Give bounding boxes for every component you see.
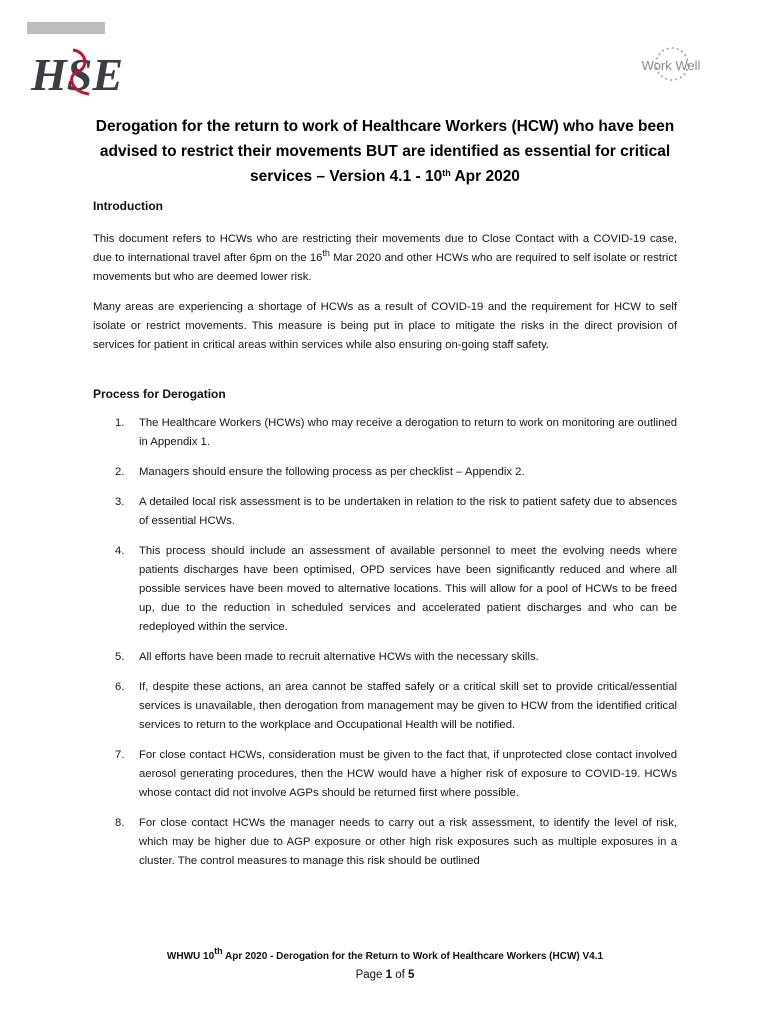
list-item: 1. The Healthcare Workers (HCWs) who may receive a derogation to return to work on monitoring are outlined in Appendix 1. (115, 417, 677, 448)
page-number: Page 1 of 5 (355, 969, 415, 981)
introduction-paragraph-2: Many areas are experiencing a shortage of HCWs as a result of COVID-19 and the requirement for HCW to self isolate or restrict movements. This measure is being put in place to mitigate the risks in the direct provision of services for patient in critical areas within services while also ensuring on-going staff safety. (93, 301, 677, 351)
hse-logo-bar (27, 22, 105, 34)
list-item: 3. A detailed local risk assessment is to be undertaken in relation to the risk to patient safety due to absences of essential HCWs. (115, 496, 677, 527)
process-list (93, 414, 677, 882)
workwell-logo (632, 44, 710, 88)
document-title: Derogation for the return to work of Healthcare Workers (HCW) who have been advised to restrict their movements BUT are identified as essential for critical services – Version 4.1 - 10th Apr 2020 (95, 118, 675, 185)
hse-logo (27, 38, 124, 104)
footer-title: WHWU 10th Apr 2020 - Derogation for the Return to Work of Healthcare Workers (HCW) V4.1 (166, 946, 604, 962)
list-item: 8. For close contact HCWs the manager needs to carry out a risk assessment, to identify the level of risk, which may be higher due to AGP exposure or other high risk exposures such as multiple exposures in a cluster. The control measures to manage this risk should be outlined (115, 817, 677, 867)
introduction-heading: Introduction (93, 199, 163, 213)
workwell-logo-text: Work Well (641, 58, 701, 73)
introduction-paragraph-1: This document refers to HCWs who are restricting their movements due to Close Contact with a COVID-19 case, due to international travel after 6pm on the 16th Mar 2020 and other HCWs who are required to self isolate or restrict movements but who are deemed lower risk. (93, 233, 677, 283)
list-item: 6. If, despite these actions, an area cannot be staffed safely or a critical skill set to provide critical/essential services is unavailable, then derogation from management may be given to HCW from the identified critical services to return to the workplace and Occupational Health will be notified. (115, 681, 677, 731)
process-heading: Process for Derogation (93, 387, 226, 401)
list-item: 5. All efforts have been made to recruit alternative HCWs with the necessary skills. (115, 651, 539, 663)
list-item: 4. This process should include an assessment of available personnel to meet the evolving needs where patients discharges have been optimised, OPD services have been significantly reduced and where all possible services have been moved to alternative locations. This will allow for a pool of HCWs to be freed up, due to the reduction in scheduled services and accelerated patient discharges and who can be redeployed within the service. (115, 545, 677, 633)
list-item: 7. For close contact HCWs, consideration must be given to the fact that, if unprotected close contact involved aerosol generating procedures, then the HCW would have a higher risk of exposure to COVID-19. HCWs whose contact did not involve AGPs should be returned first where possible. (115, 749, 677, 799)
list-item: 2. Managers should ensure the following process as per checklist – Appendix 2. (115, 466, 525, 478)
hse-logo-text: HSE (31, 49, 124, 100)
